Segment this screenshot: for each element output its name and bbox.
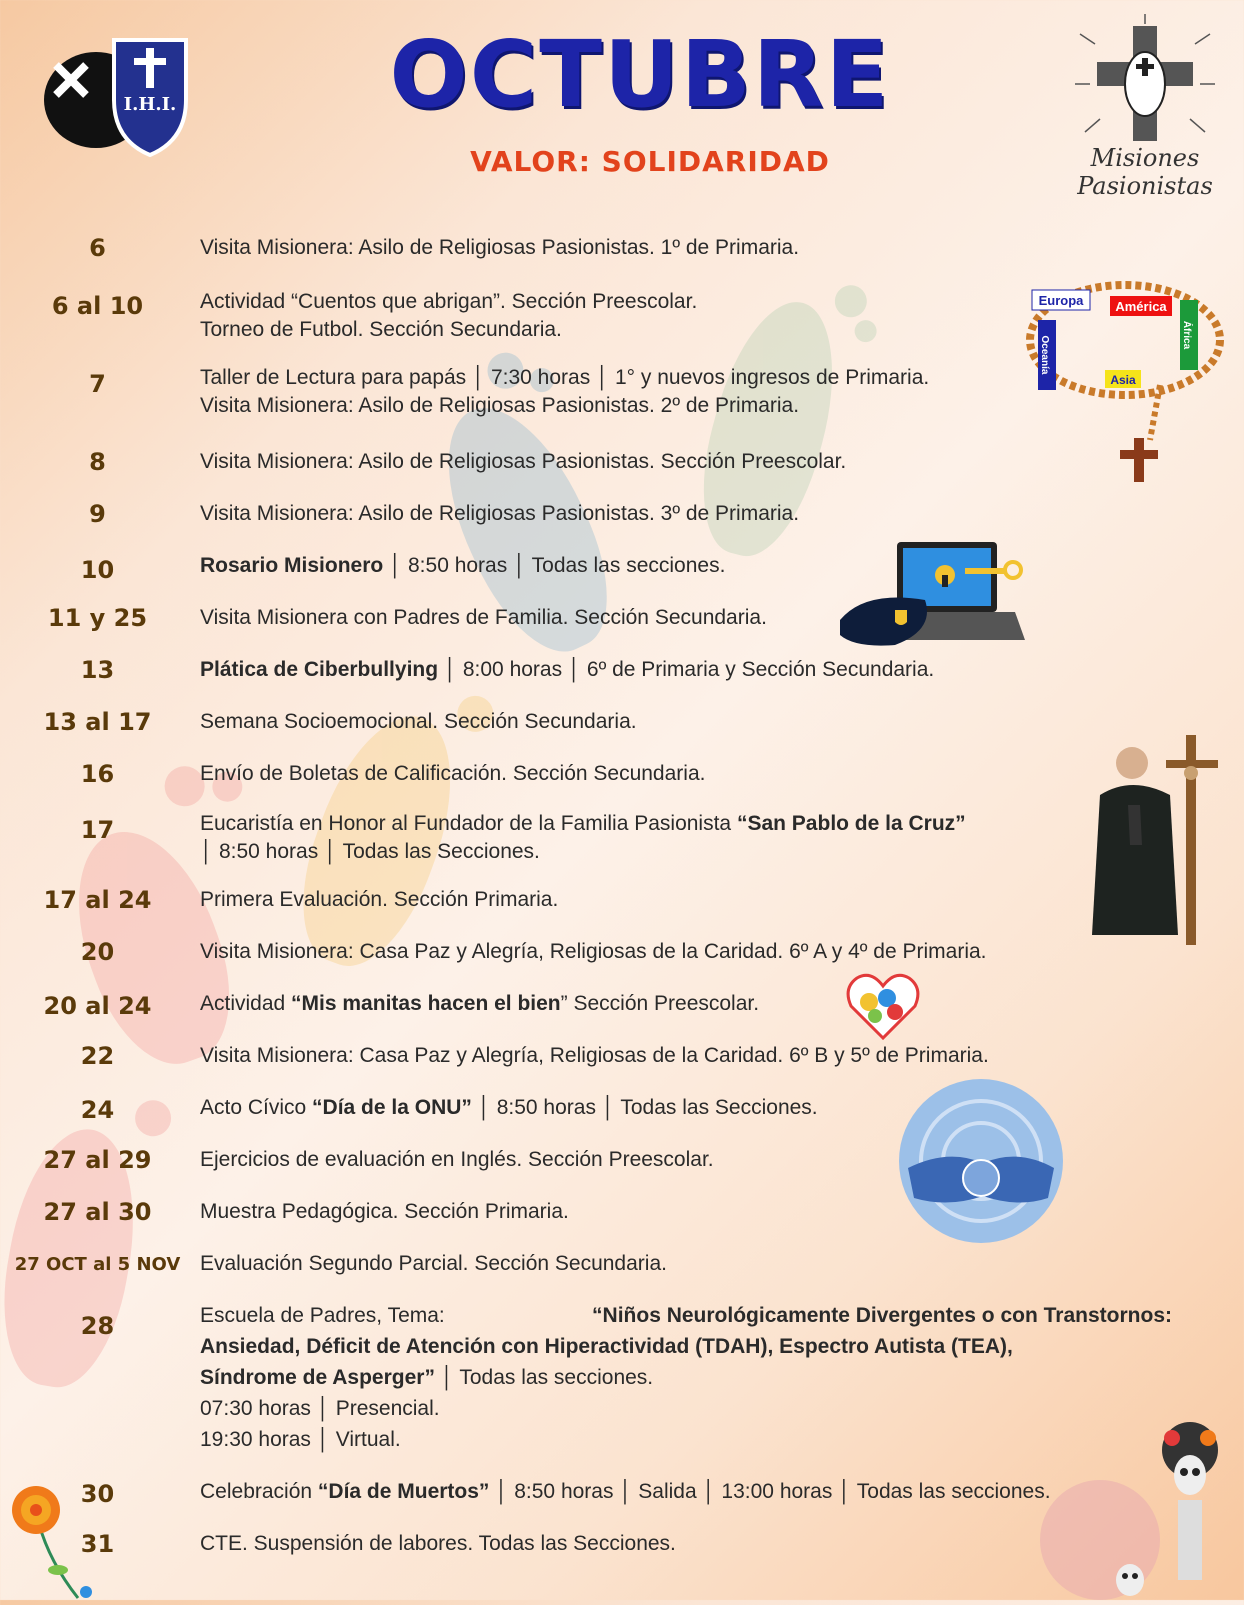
event-description: Actividad “Mis manitas hacen el bien” Sección Preescolar. [200, 992, 760, 1015]
event-description: Escuela de Padres, Tema: “Niños Neurológicamente Divergentes o con Transtornos: Ansiedad, Déficit de Atención con Hiperactividad (TDAH), Espectro Autista (TEA), Síndrome de Asperger” │ Todas las secciones. 07:30 horas │ Presencial. 19:30 horas │ Virtual. [200, 1304, 1172, 1451]
event-date: 24 [80, 1096, 115, 1124]
svg-text:Oceanía: Oceanía [1039, 335, 1050, 375]
event-date: 10 [80, 556, 115, 584]
event-description: Visita Misionera: Asilo de Religiosas Pasionistas. 3º de Primaria. [200, 502, 800, 525]
event-description: Rosario Misionero │ 8:50 horas │ Todas las secciones. [200, 554, 726, 577]
event-description: Taller de Lectura para papás │ 7:30 horas │ 1° y nuevos ingresos de Primaria. Visita Misionera: Asilo de Religiosas Pasionistas. 2º de Primaria. [200, 366, 930, 417]
event-description: Acto Cívico “Día de la ONU” │ 8:50 horas │ Todas las Secciones. [200, 1096, 818, 1119]
event-date: 31 [80, 1530, 115, 1558]
event-description: Semana Socioemocional. Sección Secundaria. [200, 710, 637, 733]
event-description: Plática de Ciberbullying │ 8:00 horas │ 6º de Primaria y Sección Secundaria. [200, 658, 935, 681]
school-shield-logo [36, 30, 196, 160]
svg-text:I.H.I.: I.H.I. [123, 94, 177, 115]
value-subtitle: VALOR: SOLIDARIDAD [470, 145, 830, 178]
misiones-brand-text: Misiones Pasionistas [1077, 144, 1213, 200]
event-date: 17 [80, 816, 115, 844]
event-date: 7 [89, 370, 106, 398]
event-description: Visita Misionera con Padres de Familia. Sección Secundaria. [200, 606, 767, 629]
event-date: 16 [80, 760, 115, 788]
event-description: Actividad “Cuentos que abrigan”. Sección Preescolar. Torneo de Futbol. Sección Secundaria. [200, 290, 698, 341]
event-date: 30 [80, 1480, 115, 1508]
passionist-cross-logo [1075, 14, 1215, 204]
svg-text:África: África [1181, 320, 1192, 350]
event-date: 17 al 24 [43, 886, 152, 914]
event-date: 20 [80, 938, 115, 966]
event-date: 6 al 10 [51, 292, 144, 320]
event-date: 27 al 30 [43, 1198, 152, 1226]
event-description: Visita Misionera: Asilo de Religiosas Pasionistas. Sección Preescolar. [200, 450, 847, 473]
event-date: 9 [89, 500, 106, 528]
event-date: 8 [89, 448, 106, 476]
event-description: CTE. Suspensión de labores. Todas las Secciones. [200, 1532, 676, 1555]
svg-text:Europa: Europa [1038, 293, 1084, 308]
event-description: Envío de Boletas de Calificación. Sección Secundaria. [200, 762, 706, 785]
event-description: Muestra Pedagógica. Sección Primaria. [200, 1200, 569, 1223]
page-title: OCTUBRE [389, 21, 891, 128]
event-description: Visita Misionera: Casa Paz y Alegría, Religiosas de la Caridad. 6º A y 4º de Primaria. [200, 940, 987, 963]
event-description: Visita Misionera: Casa Paz y Alegría, Religiosas de la Caridad. 6º B y 5º de Primaria. [200, 1044, 989, 1067]
event-date: 13 al 17 [43, 708, 152, 736]
event-date: 20 al 24 [43, 992, 152, 1020]
svg-text:Asia: Asia [1110, 373, 1136, 387]
event-description: Celebración “Día de Muertos” │ 8:50 horas │ Salida │ 13:00 horas │ Todas las secciones. [200, 1480, 1051, 1503]
event-date: 13 [80, 656, 115, 684]
event-description: Visita Misionera: Asilo de Religiosas Pasionistas. 1º de Primaria. [200, 236, 800, 259]
event-date: 27 OCT al 5 NOV [14, 1254, 181, 1275]
event-description: Primera Evaluación. Sección Primaria. [200, 888, 559, 911]
event-date: 28 [80, 1312, 115, 1340]
event-description: Ejercicios de evaluación en Inglés. Sección Preescolar. [200, 1148, 714, 1171]
event-description: Evaluación Segundo Parcial. Sección Secundaria. [200, 1252, 667, 1275]
event-description: Eucaristía en Honor al Fundador de la Familia Pasionista “San Pablo de la Cruz” │ 8:50 horas │ Todas las Secciones. [200, 812, 966, 863]
event-date: 27 al 29 [43, 1146, 152, 1174]
event-date: 6 [89, 234, 106, 262]
event-date: 22 [80, 1042, 115, 1070]
event-date: 11 y 25 [47, 604, 148, 632]
svg-text:América: América [1115, 299, 1167, 314]
